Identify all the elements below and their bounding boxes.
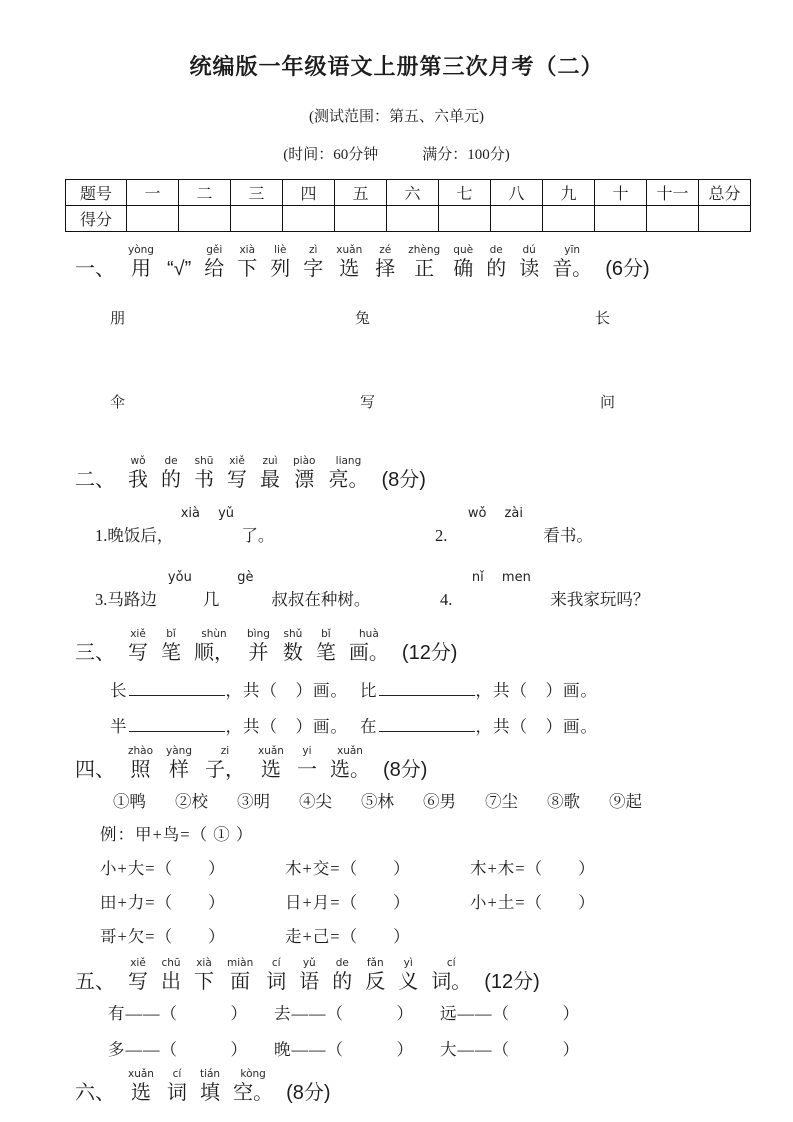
q5-antonym-row: [0, 1036, 793, 1060]
score-table-empty-cell: [491, 206, 543, 232]
q4-option-item: ⑥男: [423, 792, 456, 811]
score-table-empty-cell: [647, 206, 699, 232]
ruby-unit: cí 词。: [431, 957, 472, 993]
ruby-unit: fǎn 反: [365, 957, 386, 993]
ruby-unit: shǔ 数: [282, 628, 303, 664]
ruby-unit: zhào 照: [128, 745, 154, 781]
ruby-unit: shū 书: [194, 455, 214, 491]
ruby-unit: xuǎn 选。: [329, 745, 370, 781]
q5-antonym-pair: 多——（ ）: [108, 1040, 248, 1059]
score-table-empty-cell: [335, 206, 387, 232]
q4-equation: 木+交=（ ）: [285, 859, 411, 878]
ruby-unit: zhèng 正: [408, 244, 441, 280]
stroke-order-blank: [379, 729, 475, 732]
ruby-unit: xuǎn 选: [258, 745, 284, 781]
q3-character: 长: [110, 681, 128, 700]
score-table-header-cell: 七: [439, 180, 491, 206]
ruby-unit: (8分): [382, 759, 428, 781]
ruby-unit: xuǎn 选: [336, 244, 363, 280]
item-text: 马路边: [107, 590, 157, 609]
score-table-score-row: [66, 206, 751, 232]
ruby-unit: xià 下: [237, 244, 258, 280]
q5-antonym-row: [0, 1000, 793, 1024]
ruby-unit: zé 择: [375, 244, 396, 280]
score-table-label-cell: 得分: [66, 206, 127, 232]
ruby-unit: liang 亮。: [328, 455, 369, 491]
ruby-unit: 二、: [75, 469, 115, 491]
ruby-unit: què 确: [453, 244, 474, 280]
ruby-unit: chū 出: [161, 957, 181, 993]
ruby-unit: de 的: [332, 957, 353, 993]
score-table-header-cell: 十一: [647, 180, 699, 206]
ruby-unit: xuǎn 选: [128, 1068, 154, 1104]
score-table-empty-cell: [231, 206, 283, 232]
ruby-unit: yīn 音。: [552, 244, 593, 280]
q3-character: 半: [110, 717, 128, 736]
stroke-count-text: ，共（ ）画。: [225, 717, 348, 736]
ruby-unit: bǐ 笔: [315, 628, 336, 664]
q3-entry: [360, 713, 598, 737]
q3-entry: [110, 677, 348, 701]
ruby-unit: yi 一: [296, 745, 317, 781]
time-info: (时间：60分钟: [283, 147, 379, 163]
ruby-unit: (8分): [286, 1082, 331, 1104]
pinyin-hint: wǒ zài: [467, 506, 523, 521]
ruby-unit: yǔ 语: [299, 957, 320, 993]
q5-antonym-pair: 大——（ ）: [440, 1040, 580, 1059]
q1-char-row-2: [0, 391, 793, 413]
q4-equation: 日+月=（ ）: [285, 893, 411, 912]
q1-character: 兔: [355, 311, 371, 327]
stroke-count-text: ，共（ ）画。: [475, 681, 598, 700]
item-number: 1.: [95, 526, 108, 545]
ruby-unit: shùn 顺，: [194, 628, 234, 664]
ruby-unit: piào 漂: [293, 455, 316, 491]
score-table-header-cell: 一: [127, 180, 179, 206]
ruby-unit: de 的: [161, 455, 181, 491]
q4-equation-row: [0, 855, 793, 879]
score-table: [65, 179, 751, 232]
score-table-empty-cell: [699, 206, 751, 232]
q4-equation: 小+土=（ ）: [470, 893, 596, 912]
q4-option-item: ②校: [175, 792, 208, 811]
pinyin-hint: yǒu: [167, 570, 192, 585]
item-number: 3.: [95, 590, 108, 609]
item-text: 几: [202, 590, 220, 609]
ruby-unit: (6分): [605, 258, 650, 280]
ruby-unit: cí 词: [266, 957, 287, 993]
item-text: 叔叔在种树。: [271, 590, 371, 609]
ruby-unit: zuì 最: [260, 455, 280, 491]
item-text: 了。: [241, 526, 275, 545]
q1-character: 长: [595, 311, 611, 327]
ruby-unit: 四、: [75, 759, 115, 781]
q1-heading: [75, 244, 793, 281]
score-table-header-cell: 八: [491, 180, 543, 206]
score-table-empty-cell: [543, 206, 595, 232]
score-table-empty-cell: [283, 206, 335, 232]
ruby-unit: 六、: [75, 1082, 115, 1104]
stroke-count-text: ，共（ ）画。: [475, 717, 598, 736]
q4-option-item: ⑤林: [361, 792, 394, 811]
ruby-unit: tián 填: [199, 1068, 221, 1104]
ruby-unit: xiě 写: [227, 455, 247, 491]
q4-options: [0, 788, 793, 812]
q3-entry: [110, 713, 348, 737]
q4-option-item: ①鸭: [113, 792, 146, 811]
q3-character: 比: [360, 681, 378, 700]
ruby-unit: gěi 给: [204, 244, 225, 280]
q4-equation: 哥+欠=（ ）: [100, 927, 226, 946]
score-table-empty-cell: [179, 206, 231, 232]
ruby-unit: dú 读: [519, 244, 540, 280]
ruby-unit: yàng 样: [166, 745, 192, 781]
q3-entry: [360, 677, 598, 701]
ruby-unit: de 的: [486, 244, 507, 280]
score-table-header-cell: 三: [231, 180, 283, 206]
ruby-unit: 三、: [75, 642, 115, 664]
q4-option-item: ③明: [237, 792, 270, 811]
q2-item-3: [95, 570, 371, 610]
q3-line-1: [0, 674, 793, 701]
q5-antonym-pair: 晚——（ ）: [274, 1040, 414, 1059]
item-text: 来我家玩吗？: [550, 590, 650, 609]
q1-char-row-1: [0, 307, 793, 329]
q5-antonym-pair: 远——（ ）: [440, 1004, 580, 1023]
score-table-header-cell: 二: [179, 180, 231, 206]
test-scope: (测试范围：第五、六单元): [309, 109, 484, 125]
ruby-unit: 五、: [75, 971, 115, 993]
ruby-unit: yòng 用: [128, 244, 154, 280]
q4-equation: 小+大=（ ）: [100, 859, 226, 878]
q1-character: 问: [600, 395, 616, 411]
q5-antonym-pair: 有——（ ）: [108, 1004, 248, 1023]
q3-line-2: [0, 710, 793, 737]
q4-equation: 田+力=（ ）: [100, 893, 226, 912]
ruby-unit: (12分): [484, 971, 540, 993]
q1-character: 写: [360, 395, 376, 411]
score-table-header-cell: 九: [543, 180, 595, 206]
page-title: 统编版一年级语文上册第三次月考（二）: [189, 54, 604, 79]
q2-item-1: [95, 506, 275, 546]
q4-option-item: ⑧歌: [547, 792, 580, 811]
stroke-order-blank: [129, 729, 225, 732]
q4-heading: [75, 745, 793, 782]
ruby-unit: liè 列: [270, 244, 291, 280]
ruby-unit: (8分): [381, 469, 426, 491]
q2-line-2: [0, 560, 793, 612]
item-number: 2.: [435, 526, 448, 545]
score-table-header-cell: 题号: [66, 180, 127, 206]
item-number: 4.: [440, 590, 453, 609]
ruby-unit: cí 词: [166, 1068, 187, 1104]
ruby-unit: xiě 写: [128, 957, 148, 993]
ruby-unit: “√”: [166, 258, 192, 280]
q4-example: 例：甲+鸟=（ ① ）: [100, 825, 254, 844]
time-score-info: [0, 143, 793, 164]
ruby-unit: huà 画。: [348, 628, 389, 664]
ruby-unit: wǒ 我: [128, 455, 148, 491]
ruby-unit: zi 子，: [205, 745, 245, 781]
q5-heading: [75, 957, 793, 994]
q2-heading: [75, 455, 793, 492]
q2-item-4: [440, 570, 650, 610]
q5-antonym-pair: 去——（ ）: [274, 1004, 414, 1023]
full-score-info: 满分：100分): [422, 147, 510, 163]
pinyin-hint: nǐ men: [471, 570, 531, 585]
ruby-unit: 一、: [75, 258, 115, 280]
stroke-order-blank: [379, 693, 475, 696]
item-text: 晚饭后，: [107, 526, 174, 545]
score-table-header-cell: 五: [335, 180, 387, 206]
score-table-empty-cell: [439, 206, 491, 232]
score-table-header-cell: 十: [595, 180, 647, 206]
ruby-unit: xià 下: [194, 957, 214, 993]
score-table-header-row: [66, 180, 751, 206]
q3-character: 在: [360, 717, 378, 736]
ruby-unit: zì 字: [303, 244, 324, 280]
item-text: 看书。: [543, 526, 593, 545]
q2-item-2: [435, 506, 593, 546]
ruby-unit: (12分): [401, 642, 458, 664]
score-table-empty-cell: [127, 206, 179, 232]
stroke-order-blank: [129, 693, 225, 696]
q4-equation-row: [0, 889, 793, 913]
score-table-empty-cell: [595, 206, 647, 232]
pinyin-hint: xià yǔ: [180, 506, 235, 521]
pinyin-hint: gè: [237, 570, 254, 585]
ruby-unit: bǐ 笔: [161, 628, 181, 664]
q1-character: 伞: [110, 395, 126, 411]
q4-equation-row: [0, 923, 793, 947]
score-table-header-cell: 四: [283, 180, 335, 206]
ruby-unit: bìng 并: [247, 628, 270, 664]
q3-heading: [75, 628, 793, 665]
stroke-count-text: ，共（ ）画。: [225, 681, 348, 700]
ruby-unit: kòng 空。: [233, 1068, 274, 1104]
q2-line-1: [0, 496, 793, 548]
q4-option-item: ⑨起: [609, 792, 642, 811]
ruby-unit: xiě 写: [128, 628, 148, 664]
q4-equation: 走+己=（ ）: [285, 927, 411, 946]
q4-option-item: ④尖: [299, 792, 332, 811]
score-table-header-cell: 总分: [699, 180, 751, 206]
ruby-unit: yì 义: [398, 957, 419, 993]
q4-equation: 木+木=（ ）: [470, 859, 596, 878]
q4-option-item: ⑦尘: [485, 792, 518, 811]
q6-heading: [75, 1068, 793, 1105]
score-table-empty-cell: [387, 206, 439, 232]
score-table-header-cell: 六: [387, 180, 439, 206]
ruby-unit: miàn 面: [227, 957, 254, 993]
q1-character: 朋: [110, 311, 126, 327]
